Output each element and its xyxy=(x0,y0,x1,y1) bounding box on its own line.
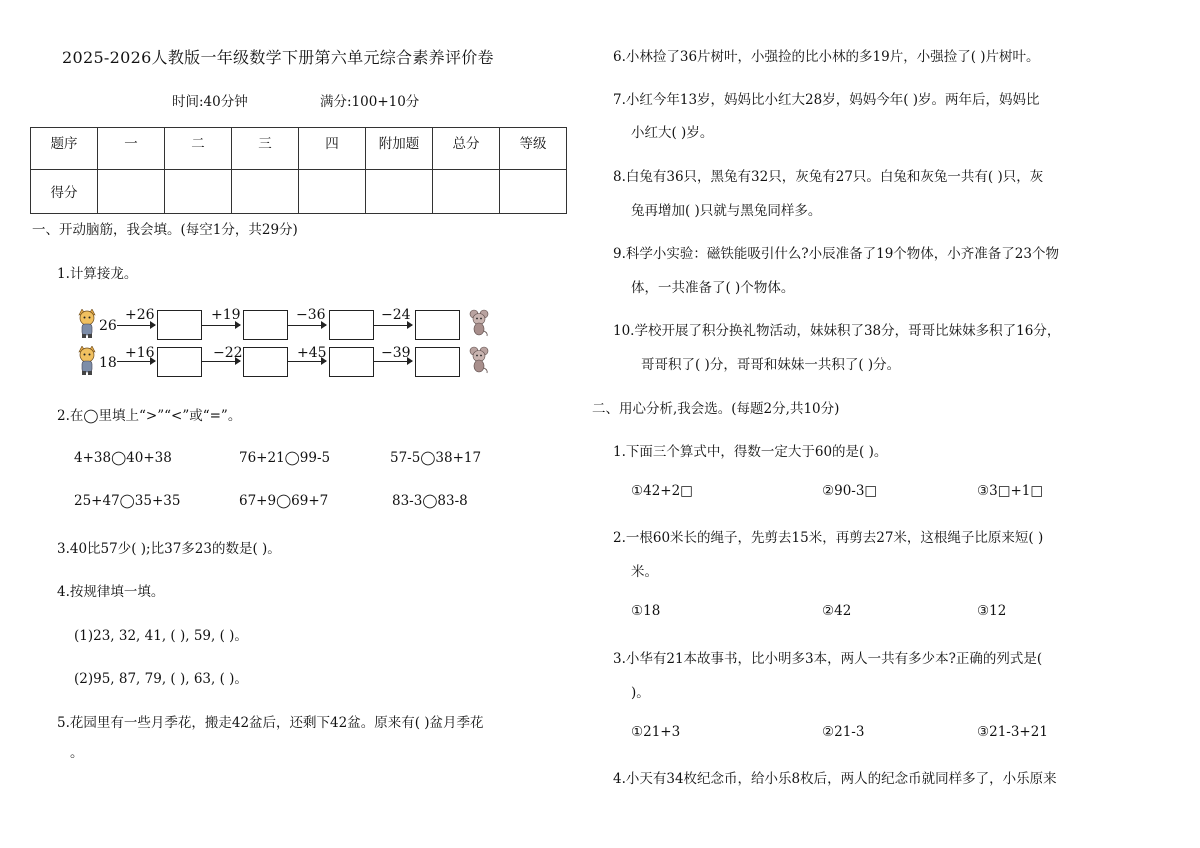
cat-icon xyxy=(76,346,98,376)
arrow-icon xyxy=(374,361,412,362)
score-cell[interactable] xyxy=(98,170,165,214)
option[interactable]: ③21-3+21 xyxy=(977,724,1048,740)
score-table-header: 附加题 xyxy=(366,128,433,170)
score-table-header-row xyxy=(31,128,567,170)
chain2-answer-box[interactable] xyxy=(415,347,460,377)
q7-line2: 小红大( )岁。 xyxy=(631,125,714,141)
q10-line2: 哥哥积了( )分，哥哥和妹妹一共积了( )分。 xyxy=(641,357,901,373)
chain1-op: +26 xyxy=(125,307,155,323)
q5-line1: 5.花园里有一些月季花，搬走42盆后，还剩下42盆。原来有( )盆月季花 xyxy=(57,715,484,731)
score-cell[interactable] xyxy=(232,170,299,214)
time-limit: 时间:40分钟 xyxy=(172,94,248,110)
s2-q3-line2: )。 xyxy=(631,685,650,701)
chain1-op: +19 xyxy=(211,307,241,323)
score-cell[interactable] xyxy=(500,170,567,214)
option[interactable]: ①21+3 xyxy=(631,724,681,740)
s2-q2-line1: 2.一根60米长的绳子，先剪去15米，再剪去27米，这根绳子比原来短( ) xyxy=(613,530,1044,546)
q8-line1: 8.白兔有36只，黑兔有32只，灰兔有27只。白兔和灰兔一共有( )只，灰 xyxy=(613,169,1044,185)
arrow-icon xyxy=(288,325,326,326)
compare-item: 76+21◯99-5 xyxy=(239,450,331,466)
score-cell[interactable] xyxy=(366,170,433,214)
chain2-answer-box[interactable] xyxy=(157,347,202,377)
option[interactable]: ②21-3 xyxy=(822,724,865,740)
chain2-op: +45 xyxy=(297,345,327,361)
score-cell[interactable] xyxy=(433,170,500,214)
s2-q3-line1: 3.小华有21本故事书，比小明多3本，两人一共有多少本?正确的列式是( xyxy=(613,651,1043,667)
option[interactable]: ③12 xyxy=(977,603,1007,619)
q5-line2: 。 xyxy=(70,745,84,761)
arrow-icon xyxy=(202,361,240,362)
q4-part2: (2)95, 87, 79, ( ), 63, ( )。 xyxy=(74,671,248,687)
s2-q2-line2: 米。 xyxy=(631,564,658,580)
chain2-op: −22 xyxy=(213,345,243,361)
chain2-start: 18 xyxy=(99,355,117,371)
section2-heading: 二、用心分析,我会选。(每题2分,共10分) xyxy=(592,401,840,417)
compare-item: 67+9◯69+7 xyxy=(239,493,329,509)
score-table-header: 总分 xyxy=(433,128,500,170)
chain1-answer-box[interactable] xyxy=(329,310,374,340)
score-table-header: 三 xyxy=(232,128,299,170)
score-table-header: 二 xyxy=(165,128,232,170)
s2-q1-text: 1.下面三个算式中，得数一定大于60的是( )。 xyxy=(613,444,888,460)
arrow-icon xyxy=(202,325,240,326)
s2-q4-line1: 4.小天有34枚纪念币，给小乐8枚后，两人的纪念币就同样多了，小乐原来 xyxy=(613,771,1057,787)
chain1-answer-box[interactable] xyxy=(243,310,288,340)
q2-label: 2.在◯里填上“>”“<”或“=”。 xyxy=(57,408,242,424)
chain1-answer-box[interactable] xyxy=(157,310,202,340)
chain2-answer-box[interactable] xyxy=(329,347,374,377)
mouse-icon xyxy=(469,346,489,374)
score-table-header: 等级 xyxy=(500,128,567,170)
compare-item: 83-3◯83-8 xyxy=(392,493,468,509)
chain1-op: −36 xyxy=(296,307,326,323)
q6-text: 6.小林捡了36片树叶，小强捡的比小林的多19片，小强捡了( )片树叶。 xyxy=(613,49,1040,65)
arrow-icon xyxy=(117,361,155,362)
chain2-op: +16 xyxy=(125,345,155,361)
arrow-icon xyxy=(117,325,155,326)
score-table-header: 四 xyxy=(299,128,366,170)
full-score: 满分:100+10分 xyxy=(320,94,420,110)
score-cell[interactable] xyxy=(299,170,366,214)
score-table-header: 题序 xyxy=(31,128,98,170)
option[interactable]: ①42+2□ xyxy=(631,483,693,499)
score-table-header: 一 xyxy=(98,128,165,170)
q4-part1: (1)23, 32, 41, ( ), 59, ( )。 xyxy=(74,628,248,644)
arrow-icon xyxy=(374,325,412,326)
compare-item: 25+47◯35+35 xyxy=(74,493,181,509)
chain1-answer-box[interactable] xyxy=(415,310,460,340)
score-table-score-row xyxy=(31,170,567,214)
compare-item: 57-5◯38+17 xyxy=(390,450,482,466)
score-row-label: 得分 xyxy=(31,170,98,214)
cat-icon xyxy=(76,309,98,339)
score-cell[interactable] xyxy=(165,170,232,214)
chain1-start: 26 xyxy=(99,318,117,334)
option[interactable]: ③3□+1□ xyxy=(977,483,1044,499)
mouse-icon xyxy=(469,309,489,337)
q3-text: 3.40比57少( );比37多23的数是( )。 xyxy=(57,541,281,557)
q4-label: 4.按规律填一填。 xyxy=(57,584,165,600)
q9-line1: 9.科学小实验：磁铁能吸引什么?小辰准备了19个物体，小齐准备了23个物 xyxy=(613,246,1059,262)
q8-line2: 兔再增加( )只就与黑兔同样多。 xyxy=(631,203,822,219)
compare-item: 4+38◯40+38 xyxy=(74,450,172,466)
q1-label: 1.计算接龙。 xyxy=(57,266,138,282)
option[interactable]: ①18 xyxy=(631,603,661,619)
q9-line2: 体，一共准备了( )个物体。 xyxy=(631,280,795,296)
q7-line1: 7.小红今年13岁，妈妈比小红大28岁，妈妈今年( )岁。两年后，妈妈比 xyxy=(613,92,1040,108)
chain1-op: −24 xyxy=(381,307,411,323)
score-table xyxy=(30,127,567,214)
option[interactable]: ②42 xyxy=(822,603,852,619)
option[interactable]: ②90-3□ xyxy=(822,483,878,499)
section1-heading: 一、开动脑筋，我会填。(每空1分，共29分) xyxy=(32,222,298,238)
page-title: 2025-2026人教版一年级数学下册第六单元综合素养评价卷 xyxy=(62,48,494,67)
chain2-op: −39 xyxy=(381,345,411,361)
q10-line1: 10.学校开展了积分换礼物活动，妹妹积了38分，哥哥比妹妹多积了16分， xyxy=(613,323,1061,339)
arrow-icon xyxy=(288,361,326,362)
chain2-answer-box[interactable] xyxy=(243,347,288,377)
